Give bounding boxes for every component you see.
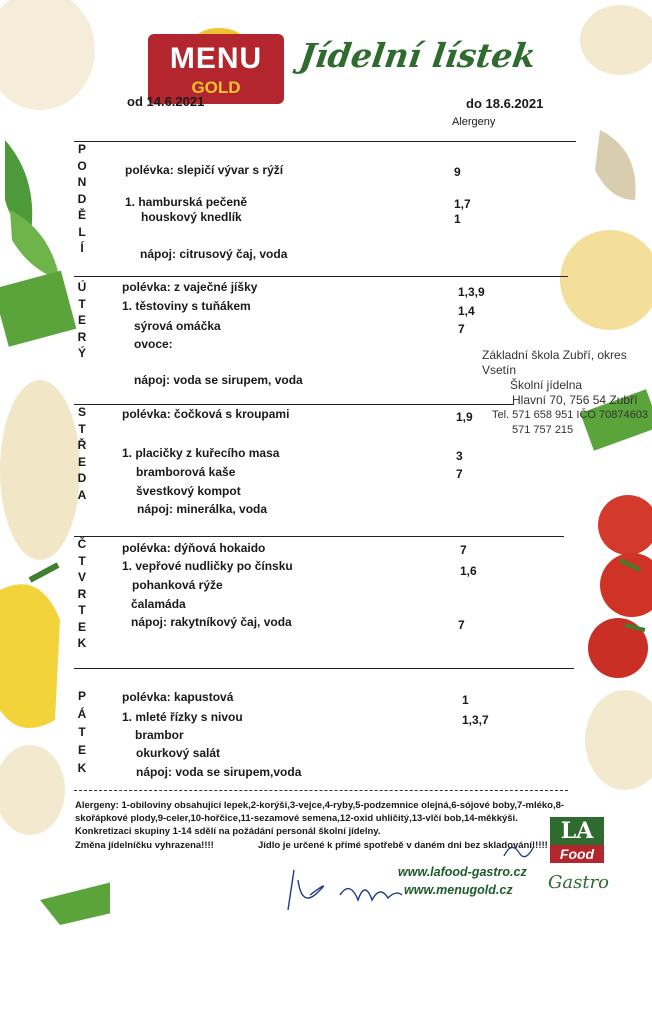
- vegetable-decoration-left: [0, 0, 110, 925]
- allergen-code: 1,6: [460, 564, 477, 578]
- menu-item: polévka: z vaječné jíšky: [122, 280, 258, 294]
- menu-item: sýrová omáčka: [134, 319, 221, 333]
- day-letters-thursday: Č T V R T E K: [77, 537, 87, 650]
- allergen-code: 9: [454, 165, 461, 179]
- menu-item: ovoce:: [134, 337, 173, 351]
- menu-item: houskový knedlík: [141, 210, 242, 224]
- menu-item: okurkový salát: [136, 746, 221, 760]
- allergen-code: 1,7: [454, 197, 471, 211]
- initials-signature: [500, 836, 540, 866]
- vegetable-decoration-right: [540, 0, 652, 925]
- gastro-wordmark: Gastro: [548, 872, 610, 893]
- separator-top: [74, 141, 576, 142]
- menu-item: polévka: dýňová hokaido: [122, 541, 266, 555]
- school-stamp: Základní škola Zubří, okres Vsetín Školní jídelna Hlavní 70, 756 54 Zubří Tel. 571 658 951 IČO 70874603 571 757 215: [482, 348, 648, 436]
- day-letters-wednesday: S T Ř E D A: [77, 405, 87, 502]
- date-to: do 18.6.2021: [466, 96, 544, 111]
- menu-item: švestkový kompot: [136, 484, 241, 498]
- menugold-website: www.menugold.cz: [404, 883, 513, 897]
- logo-sub: GOLD: [191, 78, 241, 97]
- menu-item: polévka: slepičí vývar s rýží: [125, 163, 284, 177]
- allergen-code: 3: [456, 449, 463, 463]
- menu-item: nápoj: voda se sirupem,voda: [136, 765, 302, 779]
- day-letters-tuesday: Ú T E R Ý: [77, 280, 87, 360]
- menu-item: 1. hamburská pečeně: [125, 195, 248, 209]
- menu-item: 1. placičky z kuřecího masa: [122, 446, 280, 460]
- menu-item: nápoj: citrusový čaj, voda: [140, 247, 288, 261]
- allergen-code: 1: [454, 212, 461, 226]
- separator-wed: [74, 536, 564, 537]
- la-food-logo: LA Food: [550, 817, 604, 872]
- change-note: Změna jídelníčku vyhrazena!!!!: [75, 840, 214, 851]
- footer-divider: [74, 790, 568, 791]
- page-title: Jídelní lístek: [297, 36, 539, 75]
- menu-gold-logo: [148, 28, 284, 104]
- storage-note: Jídlo je určené k přímé spotřebě v daném dni bez skladování!!!!!: [258, 840, 548, 851]
- menu-item: 1. těstoviny s tuňákem: [122, 299, 251, 313]
- day-letters-monday: P O N D Ě L Í: [77, 142, 87, 255]
- menu-item: polévka: čočková s kroupami: [122, 407, 290, 421]
- allergen-code: 1,3,9: [458, 285, 485, 299]
- date-from: od 14.6.2021: [127, 94, 205, 109]
- allergen-code: 1,4: [458, 304, 475, 318]
- menu-item: bramborová kaše: [136, 465, 236, 479]
- menu-item: pohanková rýže: [132, 578, 223, 592]
- menu-item: nápoj: minerálka, voda: [137, 502, 268, 516]
- signature: [280, 850, 420, 920]
- menu-item: nápoj: rakytníkový čaj, voda: [131, 615, 292, 629]
- separator-tue: [74, 404, 514, 405]
- separator-mon: [74, 276, 568, 277]
- allergen-code: 1: [462, 693, 469, 707]
- logo-brand: MENU: [169, 42, 263, 75]
- menu-item: 1. mleté řízky s nivou: [122, 710, 243, 724]
- allergen-code: 7: [456, 467, 463, 481]
- allergen-legend: Alergeny: 1-obiloviny obsahující lepek,2-korýši,3-vejce,4-ryby,5-podzemnice olejná,6-sójové boby,7-mléko,8-skořápkové plody,9-celer,10-hořčice,11-sezamové semena,12-oxid uhličitý,13-vlčí bob,14-měkkýši. Konkretizaci skupiny 1-14 sdělí na požádání personál školní jídelny.: [75, 800, 565, 837]
- menu-item: čalamáda: [131, 597, 186, 611]
- separator-thu: [74, 668, 574, 669]
- menu-item: brambor: [135, 728, 184, 742]
- lafood-website: www.lafood-gastro.cz: [398, 865, 527, 879]
- allergen-code: 7: [460, 543, 467, 557]
- allergen-code: 7: [458, 322, 465, 336]
- allergen-code: 1,9: [456, 410, 473, 424]
- day-letters-friday: P Á T E K: [77, 689, 87, 775]
- allergen-header: Alergeny: [452, 116, 496, 128]
- menu-item: 1. vepřové nudličky po čínsku: [122, 559, 293, 573]
- allergen-code: 7: [458, 618, 465, 632]
- menu-item: nápoj: voda se sirupem, voda: [134, 373, 303, 387]
- menu-item: polévka: kapustová: [122, 690, 234, 704]
- allergen-code: 1,3,7: [462, 713, 489, 727]
